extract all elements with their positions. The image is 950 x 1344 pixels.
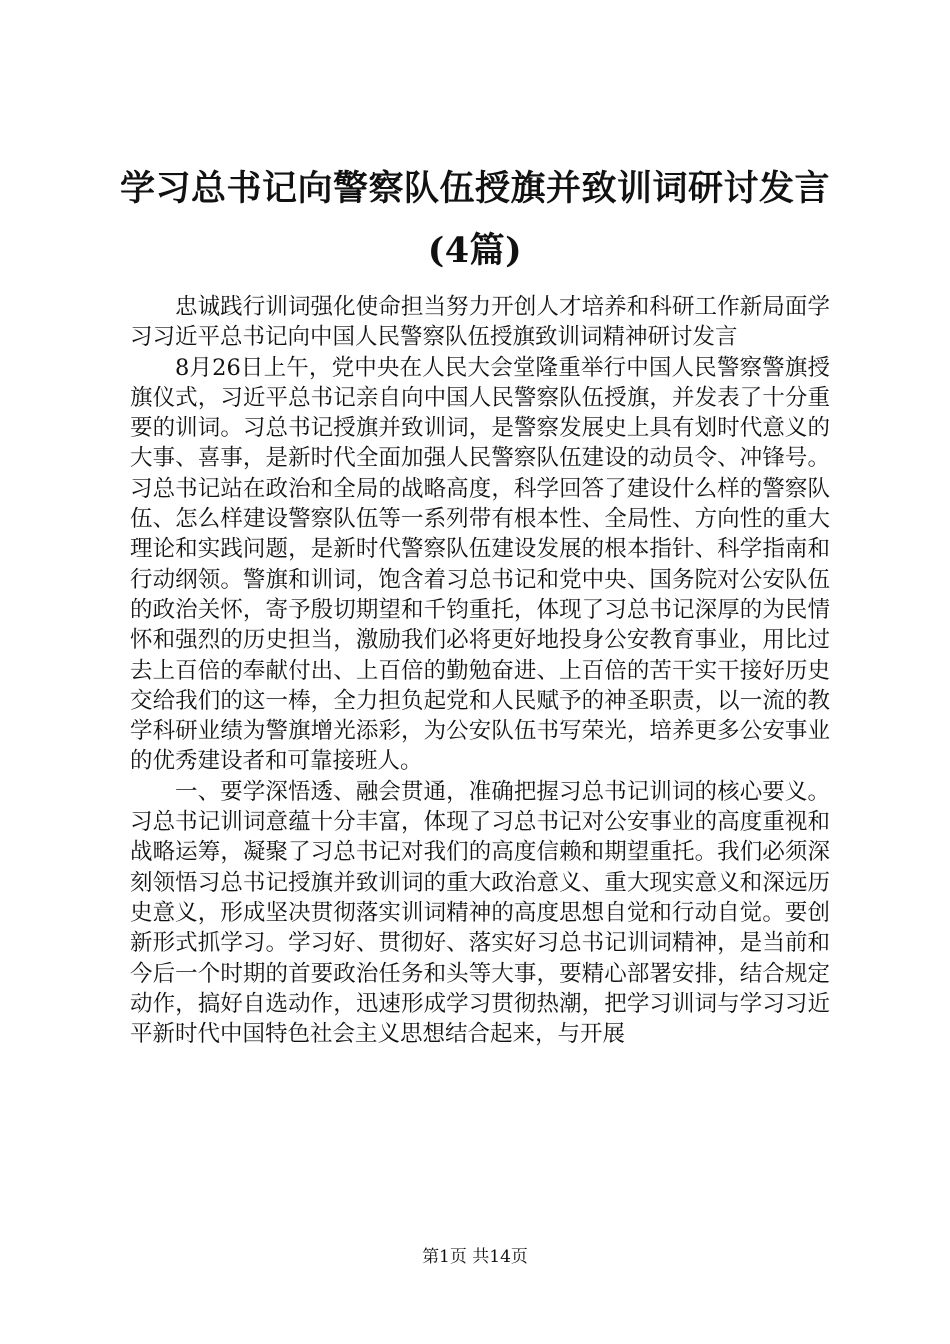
paragraph-subtitle: 忠诚践行训词强化使命担当努力开创人才培养和科研工作新局面学习习近平总书记向中国人民警察队伍授旗致训词精神研讨发言: [130, 294, 830, 351]
document-title: 学习总书记向警察队伍授旗并致训词研讨发言(4篇): [120, 168, 831, 271]
document-body: [130, 292, 830, 1049]
page-footer: 第1页 共14页: [422, 1247, 528, 1267]
paragraph-section-one: 一、要学深悟透、融会贯通，准确把握习总书记训词的核心要义。习总书记训词意蕴十分丰富，体现了习总书记对公安事业的高度重视和战略运筹，凝聚了习总书记对我们的高度信赖和期望重托。我们必须深刻领悟习总书记授旗并致训词的重大政治意义、重大现实意义和深远历史意义，形成坚决贯彻落实训词精神的高度思想自觉和行动自觉。要创新形式抓学习。学习好、贯彻好、落实好习总书记训词精神，是当前和今后一个时期的首要政治任务和头等大事，要精心部署安排，结合规定动作，搞好自选动作，迅速形成学习贯彻热潮，把学习训词与学习习近平新时代中国特色社会主义思想结合起来，与开展: [130, 778, 830, 1048]
paragraph-intro: 8月26日上午，党中央在人民大会堂隆重举行中国人民警察警旗授旗仪式，习近平总书记亲自向中国人民警察队伍授旗，并发表了十分重要的训词。习总书记授旗并致训词，是警察发展史上具有划时代意义的大事、喜事，是新时代全面加强人民警察队伍建设的动员令、冲锋号。习总书记站在政治和全局的战略高度，科学回答了建设什么样的警察队伍、怎么样建设警察队伍等一系列带有根本性、全局性、方向性的重大理论和实践问题，是新时代警察队伍建设发展的根本指针、科学指南和行动纲领。警旗和训词，饱含着习总书记和党中央、国务院对公安队伍的政治关怀，寄予殷切期望和千钧重托，体现了习总书记深厚的为民情怀和强烈的历史担当，激励我们必将更好地投身公安教育事业，用比过去上百倍的奉献付出、上百倍的勤勉奋进、上百倍的苦干实干接好历史交给我们的这一棒，全力担负起党和人民赋予的神圣职责，以一流的教学科研业绩为警旗增光添彩，为公安队伍书写荣光，培养更多公安事业的优秀建设者和可靠接班人。: [130, 354, 830, 775]
